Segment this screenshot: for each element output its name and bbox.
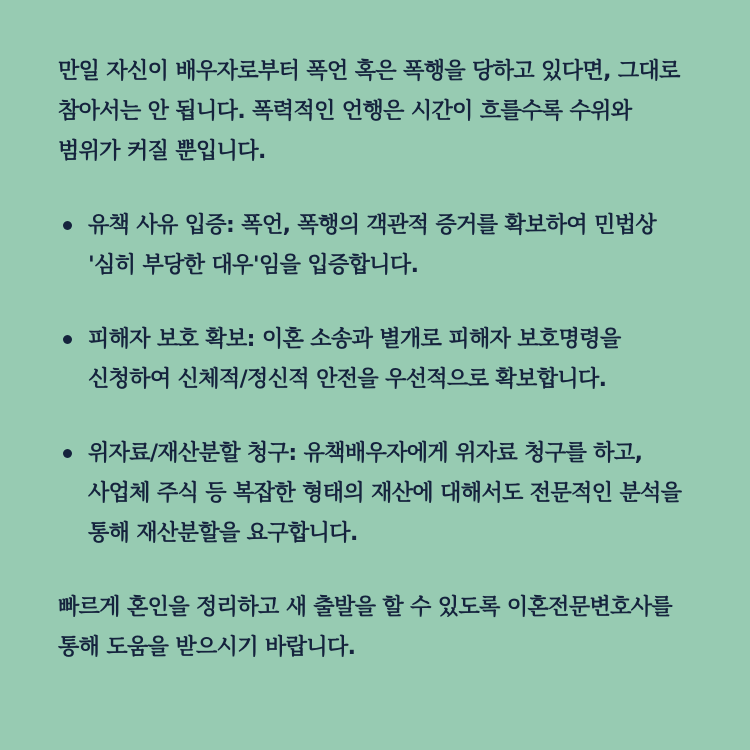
bullet-item-alimony: [58, 434, 694, 554]
bullet-text: 피해자 보호 확보: 이혼 소송과 별개로 피해자 보호명령을 신청하여 신체적/정신적 안전을 우선적으로 확보합니다.: [88, 327, 621, 392]
closing-paragraph: 빠르게 혼인을 정리하고 새 출발을 할 수 있도록 이혼전문변호사를 통해 도움을 받으시기 바랍니다.: [58, 595, 673, 660]
intro-paragraph: 만일 자신이 배우자로부터 폭언 혹은 폭행을 당하고 있다면, 그대로 참아서는 안 됩니다. 폭력적인 언행은 시간이 흐를수록 수위와 범위가 커질 뿐입니다.: [58, 59, 680, 164]
bullet-dot-icon: [63, 449, 72, 458]
bullet-list: [58, 206, 694, 554]
bullet-dot-icon: [63, 221, 72, 230]
bullet-text: 유책 사유 입증: 폭언, 폭행의 객관적 증거를 확보하여 민법상 '심히 부당한 대우'임을 입증합니다.: [88, 213, 657, 278]
bullet-text: 위자료/재산분할 청구: 유책배우자에게 위자료 청구를 하고, 사업체 주식 등 복잡한 형태의 재산에 대해서도 전문적인 분석을 통해 재산분할을 요구합니다.: [88, 441, 682, 546]
bullet-item-protection: [58, 320, 694, 400]
bullet-dot-icon: [63, 335, 72, 344]
bullet-item-evidence: [58, 206, 694, 286]
